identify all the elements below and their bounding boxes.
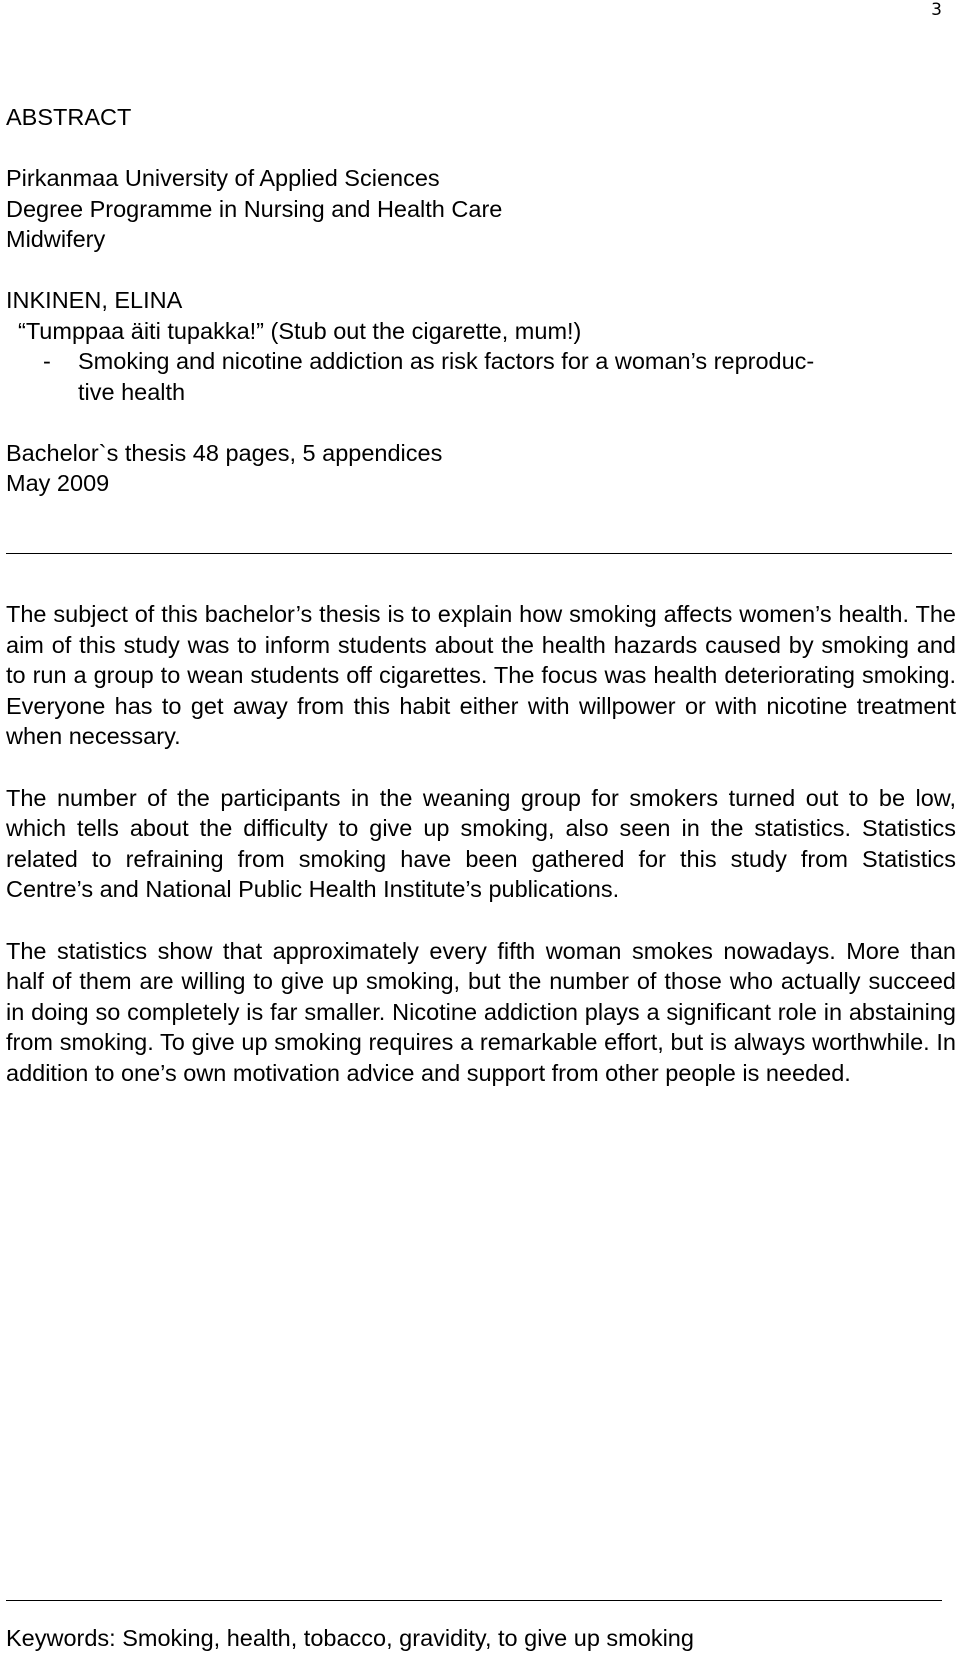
abstract-paragraph-2: The number of the participants in the weaning group for smokers turned out to be low, which tells about the difficulty to give up smoking, also seen in the statistics. Statistics related to refraining from smoking have been gathered for this study from Statistics Centre’s and National Public Health Institute’s publications. <box>6 784 956 903</box>
abstract-heading: ABSTRACT <box>6 104 132 130</box>
abstract-paragraph-1: The subject of this bachelor’s thesis is to explain how smoking affects women’s health. The aim of this study was to inform students about the health hazards caused by smoking and to run a group to wean students off cigarettes. The focus was health deteriorating smoking. Everyone has to get away from this habit either with willpower or with nicotine treatment when necessary. <box>6 601 956 750</box>
subtitle-line-1: Smoking and nicotine addiction as risk factors for a woman’s reproduc- <box>78 348 815 374</box>
top-divider <box>6 553 952 554</box>
author-name: INKINEN, ELINA <box>6 287 183 313</box>
thesis-date: May 2009 <box>6 470 110 496</box>
specialisation: Midwifery <box>6 226 106 252</box>
subtitle-line-2: tive health <box>78 378 186 405</box>
page-number: 3 <box>931 0 942 20</box>
degree-programme: Degree Programme in Nursing and Health Care <box>6 195 503 222</box>
abstract-body <box>6 599 956 1119</box>
spacer <box>6 133 926 164</box>
university-name: Pirkanmaa University of Applied Sciences <box>6 165 440 191</box>
spacer <box>6 255 926 286</box>
abstract-header <box>6 102 926 499</box>
bottom-divider <box>6 1600 942 1601</box>
abstract-paragraph-3: The statistics show that approximately every fifth woman smokes nowadays. More than half of them are willing to give up smoking, but the number of those who actually succeed in doing so completely is far smaller. Nicotine addiction plays a significant role in abstaining from smoking. To give up smoking requires a remarkable effort, but is always worthwhile. In addition to one’s own motivation advice and support from other people is needed. <box>6 937 956 1086</box>
spacer <box>6 407 926 438</box>
thesis-title: “Tumppaa äiti tupakka!” (Stub out the cigarette, mum!) <box>18 317 582 344</box>
keywords-line: Keywords: Smoking, health, tobacco, gravidity, to give up smoking <box>6 1625 694 1651</box>
thesis-subtitle <box>6 346 926 377</box>
subtitle-dash: - <box>43 348 51 374</box>
thesis-type-pages: Bachelor`s thesis 48 pages, 5 appendices <box>6 439 443 466</box>
